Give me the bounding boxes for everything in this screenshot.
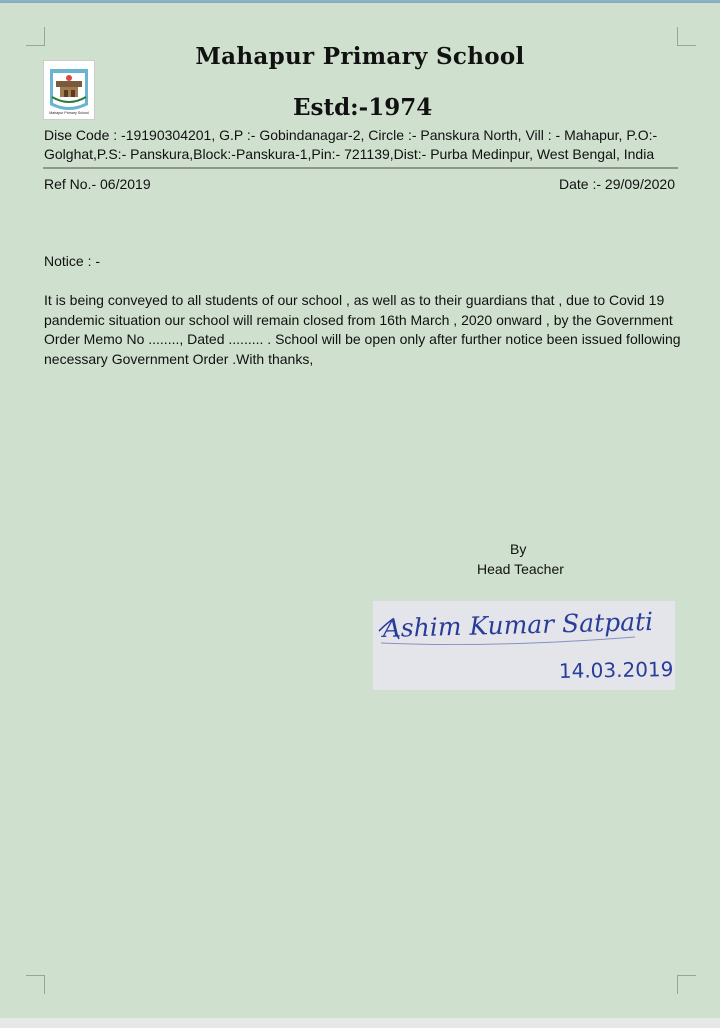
signature-image <box>373 601 675 690</box>
established-year: Estd:-1974 <box>293 94 433 121</box>
school-address <box>44 126 680 164</box>
notice-label: Notice : - <box>44 253 101 269</box>
signature-name: Ashim Kumar Satpati <box>382 606 654 643</box>
notice-date: Date :- 29/09/2020 <box>559 176 675 192</box>
designation: Head Teacher <box>477 561 564 577</box>
logo-caption: Mahapur Primary School <box>49 111 89 115</box>
header-divider <box>43 167 678 169</box>
address-line-1: Dise Code : -19190304201, G.P :- Gobindanagar-2, Circle :- Panskura North, Vill : - Mahapur, P.O:- <box>44 127 658 143</box>
address-line-2: Golghat,P.S:- Panskura,Block:-Panskura-1,Pin:- 721139,Dist:- Purba Medinpur, West Bengal, India <box>44 146 655 162</box>
by-label: By <box>510 541 527 557</box>
window-bottom-bar <box>0 1018 720 1028</box>
document-page <box>0 3 720 1018</box>
margin-mark-bottom-right <box>677 975 696 994</box>
school-name-heading: Mahapur Primary School <box>195 43 525 70</box>
notice-body: It is being conveyed to all students of our school , as well as to their guardians that , due to Covid 19 pandemic situation our school will remain closed from 16th March , 2020 onward , by the Government Order Memo No ........, Dated ......... . School will be open only after further notice been issued following necessary Government Order .With thanks, <box>44 292 681 367</box>
school-emblem-icon <box>43 60 95 120</box>
reference-number: Ref No.- 06/2019 <box>44 176 151 192</box>
signature-date: 14.03.2019 <box>558 657 674 683</box>
margin-mark-bottom-left <box>26 975 45 994</box>
